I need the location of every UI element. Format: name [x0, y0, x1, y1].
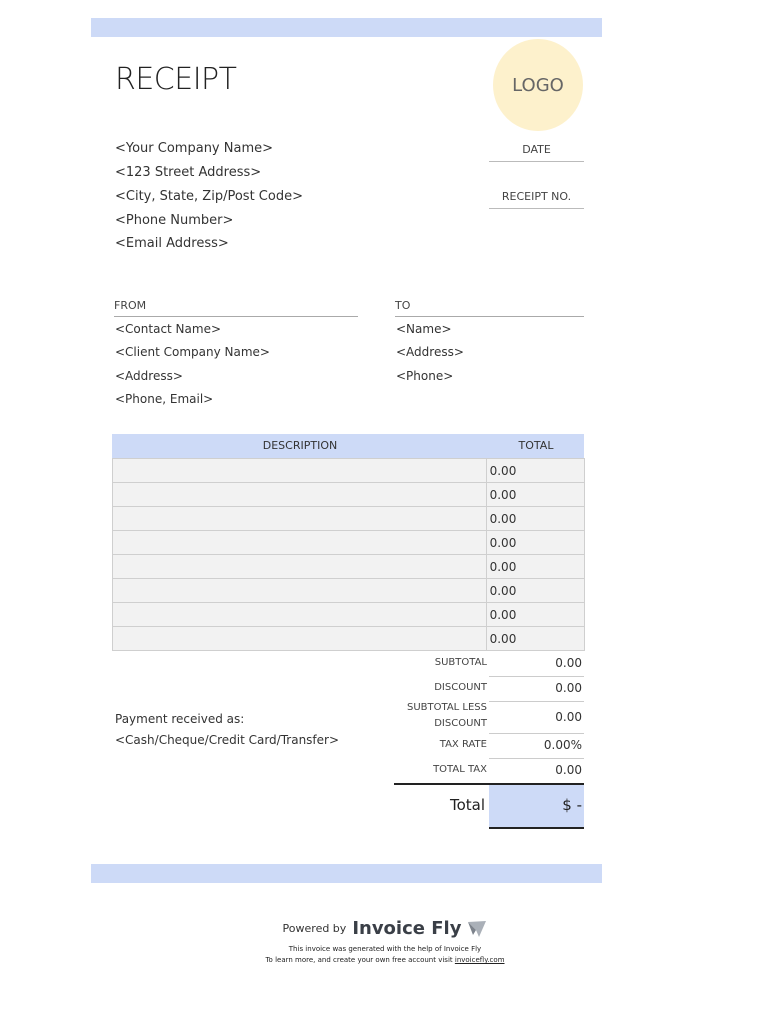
- description-cell[interactable]: [113, 483, 487, 507]
- discount-label: DISCOUNT: [434, 682, 487, 693]
- from-phone-email: <Phone, Email>: [115, 392, 214, 406]
- receipt-title: RECEIPT: [115, 62, 237, 97]
- total-tax-label: TOTAL TAX: [433, 764, 487, 775]
- items-table: [112, 458, 585, 651]
- total-tax-value: 0.00: [555, 763, 582, 777]
- grand-total-value: $ -: [562, 796, 582, 814]
- description-cell[interactable]: [113, 579, 487, 603]
- paper-plane-icon: [467, 920, 487, 938]
- from-company: <Client Company Name>: [115, 345, 270, 359]
- divider: [489, 701, 584, 702]
- description-cell[interactable]: [113, 627, 487, 651]
- date-label: DATE: [489, 143, 584, 162]
- footer-line-1: This invoice was generated with the help of Invoice Fly: [288, 945, 482, 953]
- powered-by-text: Powered by: [282, 922, 347, 935]
- logo-text: LOGO: [512, 74, 564, 96]
- subtotal-less-value: 0.00: [555, 710, 582, 724]
- invoicefly-link[interactable]: invoicefly.com: [454, 956, 505, 964]
- from-heading: FROM: [114, 299, 358, 317]
- company-city: <City, State, Zip/Post Code>: [115, 189, 303, 204]
- to-heading: TO: [395, 299, 584, 317]
- company-street: <123 Street Address>: [115, 165, 262, 180]
- description-cell[interactable]: [113, 531, 487, 555]
- description-cell[interactable]: [113, 507, 487, 531]
- from-address: <Address>: [115, 369, 183, 383]
- to-address: <Address>: [396, 345, 464, 359]
- to-name: <Name>: [396, 322, 452, 336]
- table-row: [113, 603, 585, 627]
- to-phone: <Phone>: [396, 369, 454, 383]
- total-cell[interactable]: 0.00: [486, 555, 584, 579]
- table-row: [113, 627, 585, 651]
- table-row: [113, 555, 585, 579]
- subtotal-label: SUBTOTAL: [434, 657, 487, 668]
- subtotal-less-label-1: SUBTOTAL LESS: [406, 702, 487, 713]
- subtotal-less-label-2: DISCOUNT: [434, 718, 487, 729]
- table-row: [113, 459, 585, 483]
- footer-line-2: [0, 956, 770, 964]
- grand-total-label: Total: [449, 796, 485, 814]
- logo-placeholder: [493, 39, 583, 131]
- total-cell[interactable]: 0.00: [486, 483, 584, 507]
- top-band: [91, 18, 602, 37]
- divider: [489, 758, 584, 759]
- brand-name: Invoice Fly: [352, 918, 462, 939]
- description-cell[interactable]: [113, 603, 487, 627]
- company-phone: <Phone Number>: [115, 213, 234, 228]
- from-contact: <Contact Name>: [115, 322, 222, 336]
- table-row: [113, 483, 585, 507]
- company-name: <Your Company Name>: [115, 141, 273, 156]
- payment-label: Payment received as:: [115, 712, 245, 726]
- total-cell[interactable]: 0.00: [486, 627, 584, 651]
- table-row: [113, 579, 585, 603]
- divider: [489, 733, 584, 734]
- payment-methods: <Cash/Cheque/Credit Card/Transfer>: [115, 733, 340, 747]
- subtotal-value: 0.00: [555, 656, 582, 670]
- company-email: <Email Address>: [115, 236, 229, 251]
- total-header: TOTAL: [518, 439, 554, 452]
- total-cell[interactable]: 0.00: [486, 459, 584, 483]
- description-cell[interactable]: [113, 555, 487, 579]
- discount-value: 0.00: [555, 681, 582, 695]
- receipt-no-label: RECEIPT NO.: [489, 190, 584, 209]
- table-row: [113, 507, 585, 531]
- total-cell[interactable]: 0.00: [486, 507, 584, 531]
- tax-rate-label: TAX RATE: [439, 739, 487, 750]
- total-cell[interactable]: 0.00: [486, 603, 584, 627]
- bottom-band: [91, 864, 602, 883]
- total-cell[interactable]: 0.00: [486, 531, 584, 555]
- powered-by: [0, 918, 770, 939]
- divider: [489, 676, 584, 677]
- total-cell[interactable]: 0.00: [486, 579, 584, 603]
- tax-rate-value: 0.00%: [543, 738, 582, 752]
- description-header: DESCRIPTION: [262, 439, 338, 452]
- description-cell[interactable]: [113, 459, 487, 483]
- table-row: [113, 531, 585, 555]
- items-table-header: [112, 434, 584, 458]
- footer-line-2-text: To learn more, and create your own free account visit: [265, 956, 455, 964]
